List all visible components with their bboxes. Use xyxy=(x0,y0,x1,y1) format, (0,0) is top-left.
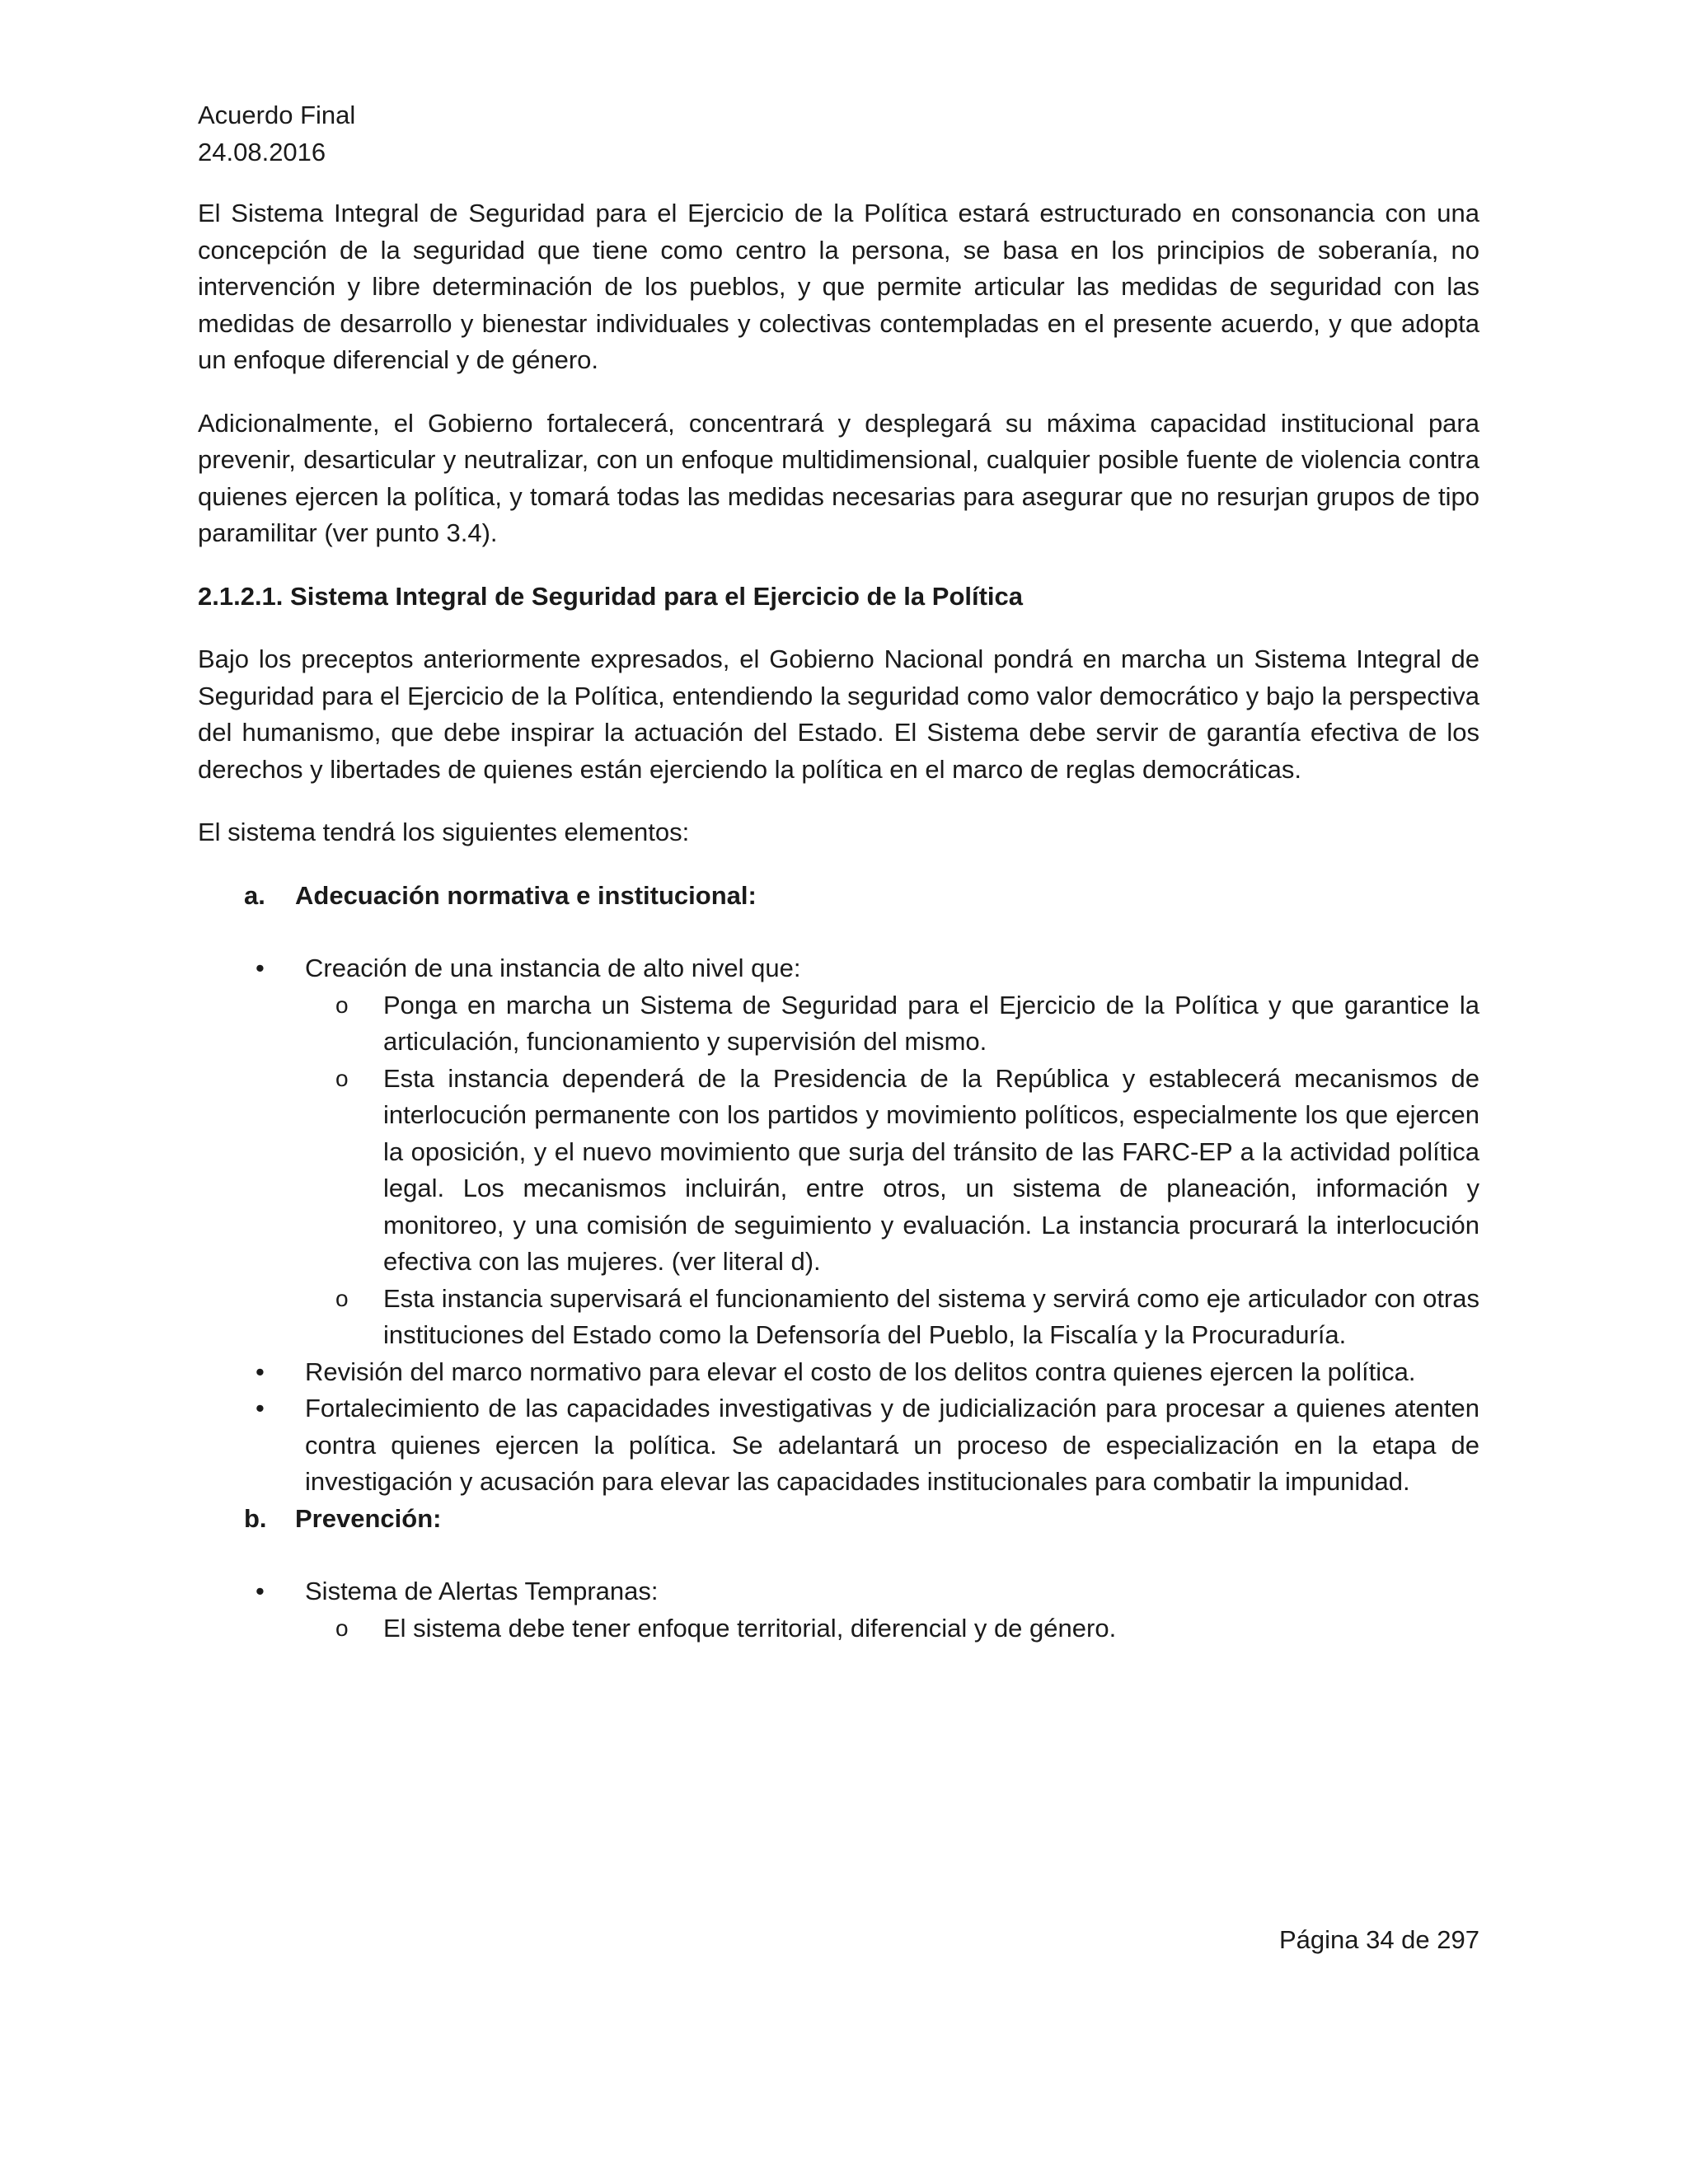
bullet-text: Fortalecimiento de las capacidades investigativas y de judicialización para procesar a quienes atenten contra quienes ejercen la política. Se adelantará un proceso de especialización en la etapa de investigación y acusación para elevar las capacidades institucionales para combatir la impunidad. xyxy=(305,1394,1479,1496)
sub-bullet-marker: o xyxy=(335,1285,349,1311)
section-b-letter: b. xyxy=(244,1503,267,1533)
document-date: 24.08.2016 xyxy=(198,137,326,166)
bullet-marker: • xyxy=(256,954,265,982)
paragraph-4: El sistema tendrá los siguientes elementos: xyxy=(198,818,690,846)
bullet-marker: • xyxy=(256,1357,265,1386)
section-a-heading xyxy=(198,878,1479,915)
sub-item-text: Esta instancia supervisará el funcionamiento del sistema y servirá como eje articulador con otras instituciones del Estado como la Defensoría del Pueblo, la Fiscalía y la Procuraduría. xyxy=(383,1283,1479,1349)
section-b-list xyxy=(198,1573,1479,1647)
sub-bullet-marker: o xyxy=(335,991,349,1018)
sub-list-item xyxy=(335,1281,1479,1354)
section-heading: 2.1.2.1. Sistema Integral de Seguridad para el Ejercicio de la Política xyxy=(198,581,1024,611)
list-item xyxy=(256,950,1479,1354)
section-a-list-1 xyxy=(198,950,1479,1354)
sub-list xyxy=(305,1610,1479,1647)
list-item xyxy=(256,1573,1479,1647)
bullet-text: Revisión del marco normativo para elevar el costo de los delitos contra quienes ejercen la política. xyxy=(305,1357,1416,1386)
section-b-heading xyxy=(198,1501,1479,1538)
document-title: Acuerdo Final xyxy=(198,101,356,129)
paragraph-3: Bajo los preceptos anteriormente expresados, el Gobierno Nacional pondrá en marcha un Sistema Integral de Seguridad para el Ejercicio de la Política, entendiendo la seguridad como valor democrático y bajo la perspectiva del humanismo, que debe inspirar la actuación del Estado. El Sistema debe servir de garantía efectiva de los derechos y libertades de quienes están ejerciendo la política en el marco de reglas democráticas. xyxy=(198,644,1479,784)
bullet-text: Sistema de Alertas Tempranas: xyxy=(305,1577,659,1605)
sub-item-text: El sistema debe tener enfoque territorial, diferencial y de género. xyxy=(383,1613,1117,1643)
section-a-title: Adecuación normativa e institucional: xyxy=(295,880,757,910)
sub-bullet-marker: o xyxy=(335,1065,349,1091)
sub-list-item xyxy=(335,1061,1479,1281)
bullet-text: Creación de una instancia de alto nivel que: xyxy=(305,954,801,982)
page-number: Página 34 de 297 xyxy=(1278,1925,1479,1954)
page-body xyxy=(198,195,1479,1647)
bullet-marker: • xyxy=(256,1394,265,1422)
sub-item-text: Ponga en marcha un Sistema de Seguridad para el Ejercicio de la Política y que garantice la articulación, funcionamiento y supervisión del mismo. xyxy=(383,990,1479,1056)
sub-item-text: Esta instancia dependerá de la Presidencia de la República y establecerá mecanismos de interlocución permanente con los partidos y movimiento políticos, especialmente los que ejercen la oposición, y el nuevo movimiento que surja del tránsito de las FARC-EP a la actividad política legal. Los mecanismos incluirán, entre otros, un sistema de planeación, información y monitoreo, y una comisión de seguimiento y evaluación. La instancia procurará la interlocución efectiva con las mujeres. (ver literal d). xyxy=(383,1063,1479,1276)
sub-list-item xyxy=(335,987,1479,1061)
paragraph-2: Adicionalmente, el Gobierno fortalecerá, concentrará y desplegará su máxima capacidad institucional para prevenir, desarticular y neutralizar, con un enfoque multidimensional, cualquier posible fuente de violencia contra quienes ejercen la política, y tomará todas las medidas necesarias para asegurar que no resurjan grupos de tipo paramilitar (ver punto 3.4). xyxy=(198,408,1479,547)
page-header xyxy=(198,97,355,171)
sub-bullet-marker: o xyxy=(335,1615,349,1641)
paragraph-1: El Sistema Integral de Seguridad para el Ejercicio de la Política estará estructurado en consonancia con una concepción de la seguridad que tiene como centro la persona, se basa en los principios de soberanía, no intervención y libre determinación de los pueblos, y que permite articular las medidas de seguridad con las medidas de desarrollo y bienestar individuales y colectivas contempladas en el presente acuerdo, y que adopta un enfoque diferencial y de género. xyxy=(198,199,1479,374)
list-item xyxy=(256,1390,1479,1501)
bullet-marker: • xyxy=(256,1577,265,1605)
sub-list xyxy=(305,987,1479,1354)
section-a-letter: a. xyxy=(244,880,265,910)
list-item xyxy=(256,1354,1479,1391)
section-b-title: Prevención: xyxy=(295,1503,442,1533)
section-a-list-2 xyxy=(198,1354,1479,1501)
sub-list-item xyxy=(335,1610,1479,1647)
